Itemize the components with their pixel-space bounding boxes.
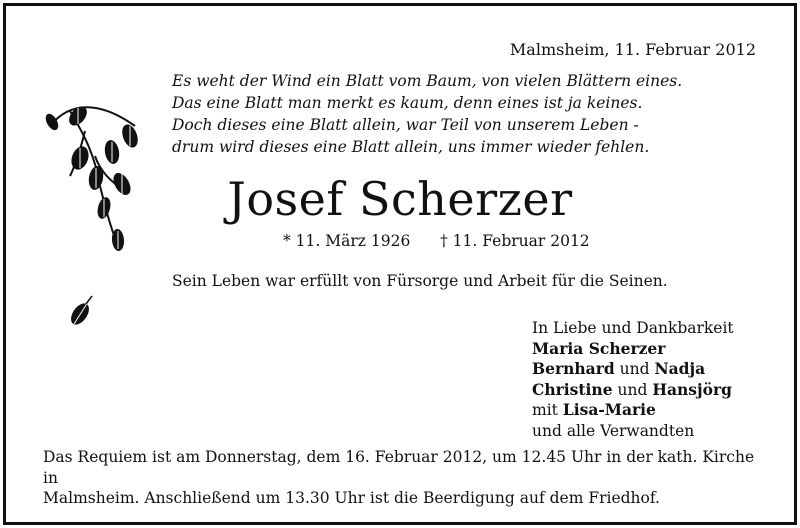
mourner-line bbox=[532, 359, 734, 380]
mourner-line bbox=[532, 400, 734, 421]
poem-line: Es weht der Wind ein Blatt vom Baum, von vielen Blättern eines. bbox=[172, 72, 683, 90]
requiem-line: Das Requiem ist am Donnerstag, dem 16. Februar 2012, um 12.45 Uhr in der kath. Kirche in bbox=[43, 448, 755, 487]
requiem-line: Malmsheim. Anschließend um 13.30 Uhr ist die Beerdigung auf dem Friedhof. bbox=[43, 489, 660, 507]
mourners-closing: und alle Verwandten bbox=[532, 421, 695, 440]
mourners-intro: In Liebe und Dankbarkeit bbox=[532, 319, 734, 337]
poem-line: drum wird dieses eine Blatt allein, uns immer wieder fehlen. bbox=[172, 138, 650, 156]
birth-date: * 11. März 1926 bbox=[283, 232, 411, 250]
poem-line: Das eine Blatt man merkt es kaum, denn eines ist ja keines. bbox=[172, 94, 643, 112]
poem bbox=[172, 70, 682, 158]
preposition: mit bbox=[532, 401, 563, 419]
life-statement: Sein Leben war erfüllt von Fürsorge und Arbeit für die Seinen. bbox=[172, 272, 668, 290]
mourner-name: Maria Scherzer bbox=[532, 338, 666, 358]
death-date: † 11. Februar 2012 bbox=[440, 232, 590, 250]
mourner-name: Nadja bbox=[654, 359, 706, 378]
conjunction: und bbox=[614, 360, 655, 378]
mourner-line bbox=[532, 380, 734, 401]
deceased-name: Josef Scherzer bbox=[227, 172, 573, 226]
place-date: Malmsheim, 11. Februar 2012 bbox=[509, 40, 756, 59]
mourner-name: Bernhard bbox=[532, 359, 615, 378]
mourner-name: Hansjörg bbox=[652, 379, 732, 399]
requiem-notice bbox=[43, 447, 773, 509]
mourner-name: Christine bbox=[532, 379, 613, 399]
mourners-list bbox=[532, 318, 734, 441]
conjunction: und bbox=[612, 380, 653, 399]
mourner-name: Lisa-Marie bbox=[562, 400, 656, 419]
falling-leaf-icon bbox=[66, 294, 98, 330]
poem-line: Doch dieses eine Blatt allein, war Teil von unserem Leben - bbox=[172, 116, 639, 134]
